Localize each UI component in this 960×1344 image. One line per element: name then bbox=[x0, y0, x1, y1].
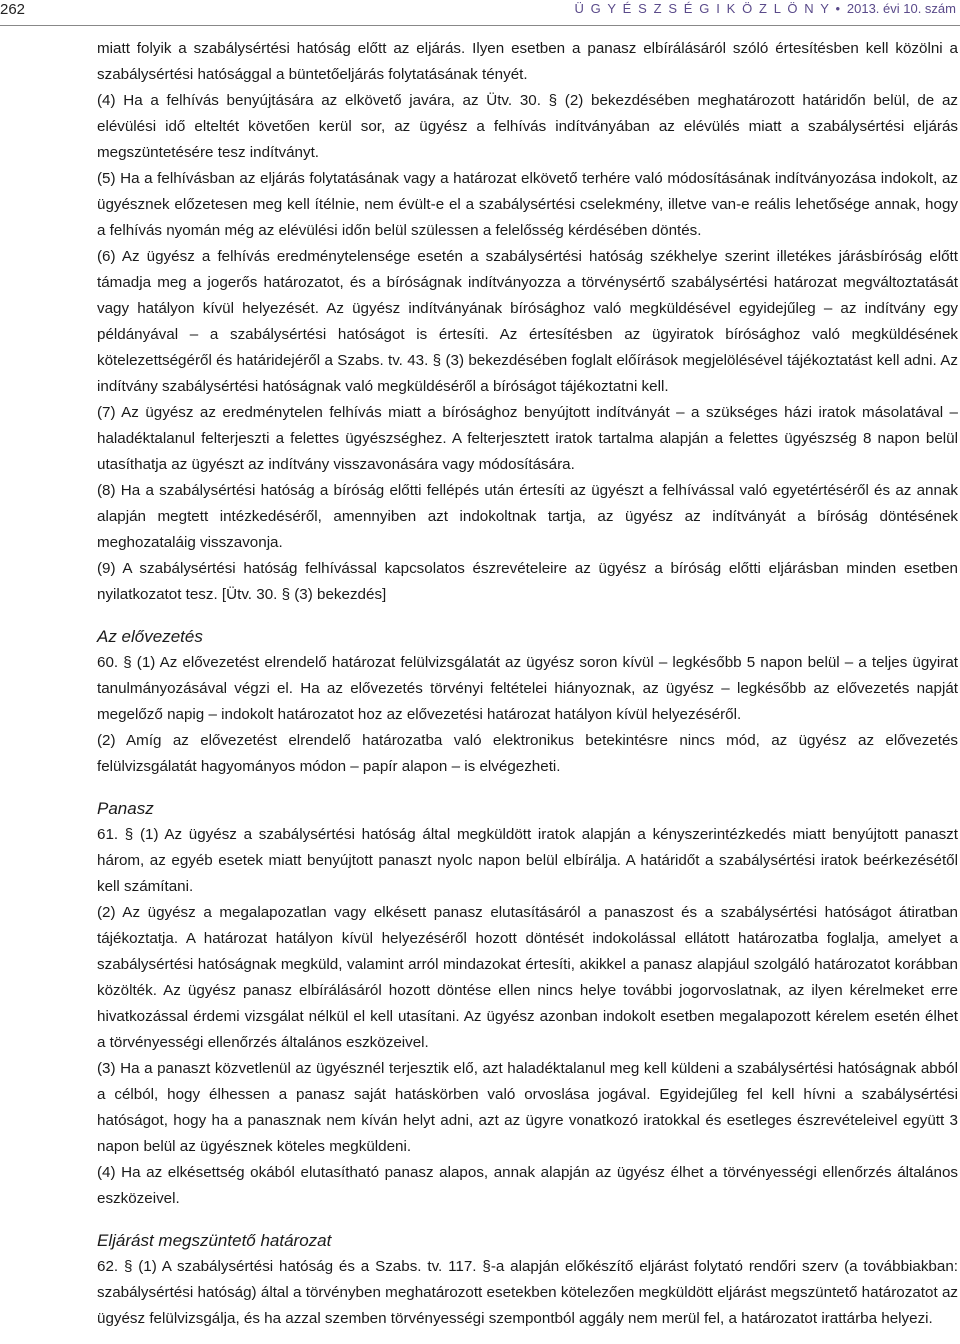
paragraph: (6) Az ügyész a felhívás eredménytelensége esetén a szabálysértési hatóság székhelye szerint illetékes járásbíróság előtt támadja meg a jogerős határozatot, és a bíróságnak indítványozza a törvénysértő szabálysértési határozat megváltoztatását vagy hatályon kívül helyezését. Az ügyész indítványának bírósághoz való megküldésével egyidejűleg – az indítvány egy példányával – a szabálysértési hatóságot is értesíti. Az értesítésben az ügyiratok bírósághoz való megküldésének kötelezettségéről és határidejéről a Szabs. tv. 43. § (3) bekezdésében foglalt előírások megjelölésével tájékoztatást kell adni. Az indítvány szabálysértési hatóságnak való megküldéséről a bíróságot tájékoztatni kell. bbox=[97, 248, 958, 395]
paragraph: (7) Az ügyész az eredménytelen felhívás miatt a bírósághoz benyújtott indítványát – a szükséges házi iratok másolatával – haladéktalanul felterjeszti a felettes ügyészséghez. A felterjesztett iratok tartalma alapján a felettes ügyészség 8 napon belül utasíthatja az ügyészt az indítvány visszavonására vagy módosítására. bbox=[97, 404, 958, 473]
section-heading: Az elővezetés bbox=[97, 627, 203, 646]
section-heading: Eljárást megszüntető határozat bbox=[97, 1231, 332, 1250]
running-title bbox=[574, 1, 956, 16]
paragraph: 62. § (1) A szabálysértési hatóság és a Szabs. tv. 117. §-a alapján előkészítő eljárást folytató rendőri szerv (a továbbiakban: szabálysértési hatóság) által a törvényben meghatározott esetekben kötelezően megküldött eljárást megszüntető határozatot az ügyész felülvizsgálja, és ha azzal szemben törvényességi szempontból aggály nem merül fel, a határozatot irattárba helyezi. bbox=[97, 1258, 958, 1327]
paragraph: (3) Ha a panaszt közvetlenül az ügyésznél terjesztik elő, azt haladéktalanul meg kell küldeni a szabálysértési hatóságnak abból a célból, hogy élhessen a panasz saját hatáskörben való orvoslása jogával. Egyidejűleg fel kell hívni a szabálysértési hatóságot, hogy ha a panasznak nem kíván helyt adni, azt az ügyre vonatkozó iratokkal és esetleges észrevételeivel együtt 3 napon belül az ügyésznek köteles megküldeni. bbox=[97, 1060, 958, 1155]
paragraph: 60. § (1) Az elővezetést elrendelő határozat felülvizsgálatát az ügyész soron kívül – legkésőbb 5 napon belül – a teljes ügyirat tanulmányozásával végzi el. Ha az elővezetés törvényi feltételei hiányoznak, az ügyész – legkésőbb az elővezetés napját megelőző napig – indokolt határozatot hoz az elővezetési határozat hatályon kívül helyezéséről. bbox=[97, 654, 958, 723]
paragraph: (4) Ha az elkésettség okából elutasítható panasz alapos, annak alapján az ügyész élhet a törvényességi ellenőrzés általános eszközeivel. bbox=[97, 1164, 958, 1207]
bullet-separator: • bbox=[835, 1, 847, 16]
page-number: 262 bbox=[0, 1, 26, 18]
paragraph: miatt folyik a szabálysértési hatóság előtt az eljárás. Ilyen esetben a panasz elbírálásáról szóló értesítésben kell közölni a szabálysértési hatósággal a büntetőeljárás folytatásának tényét. bbox=[97, 40, 958, 83]
page-header bbox=[0, 0, 960, 34]
paragraph: 61. § (1) Az ügyész a szabálysértési hatóság által megküldött iratok alapján a kényszerintézkedés miatt benyújtott panaszt három, az egyéb esetek miatt benyújtott panaszt nyolc napon belül elbírálja. A határidőt a szabálysértési iratok beérkezésétől kell számítani. bbox=[97, 826, 958, 895]
paragraph: (8) Ha a szabálysértési hatóság a bíróság előtti fellépés után értesíti az ügyészt a felhívással való egyetértéséről és az annak alapján megtett intézkedéséről, amennyiben azt indokoltnak tartja, az ügyész az indítványát a bíróság döntésének meghozataláig visszavonja. bbox=[97, 482, 958, 551]
paragraph: (5) Ha a felhívásban az eljárás folytatásának vagy a határozat elkövető terhére való módosításának indítványozása indokolt, az ügyésznek előzetesen meg kell ítélnie, nem évült-e el a szabálysértési cselekmény, illetve van-e reális lehetősége annak, hogy a felhívás nyomán még az elévülési időn belül szülessen a felelősség kérdésében döntés. bbox=[97, 170, 958, 239]
journal-title: Ü G Y É S Z S É G I K Ö Z L Ö N Y bbox=[574, 1, 831, 16]
issue-label: 2013. évi 10. szám bbox=[846, 1, 956, 16]
paragraph: (2) Amíg az elővezetést elrendelő határozatba való elektronikus betekintésre nincs mód, az ügyész az elővezetés felülvizsgálatát hagyományos módon – papír alapon – is elvégezheti. bbox=[97, 732, 958, 775]
document-body bbox=[97, 36, 958, 1332]
paragraph: (4) Ha a felhívás benyújtására az elkövető javára, az Ütv. 30. § (2) bekezdésében meghatározott határidőn belül, de az elévülési idő elteltét követően kerül sor, az ügyész a felhívás indítványában az elévülés miatt a szabálysértési eljárás megszüntetésére tesz indítványt. bbox=[97, 92, 958, 161]
header-rule bbox=[0, 25, 960, 26]
paragraph: (9) A szabálysértési hatóság felhívással kapcsolatos észrevételeire az ügyész a bíróság előtti eljárásban minden esetben nyilatkozatot tesz. [Ütv. 30. § (3) bekezdés] bbox=[97, 560, 958, 603]
paragraph: (2) Az ügyész a megalapozatlan vagy elkésett panasz elutasításáról a panaszost és a szabálysértési hatóságot átiratban tájékoztatja. A határozat hatályon kívül helyezéséről hozott döntését indokolással ellátott határozatba foglalja, amelyet a szabálysértési hatóságnak megküld, valamint arról mindazokat értesíti, akikkel a panasz alapjául szolgáló határozatot korábban közölték. Az ügyész panasz elbírálásáról hozott döntése ellen nincs helye további jogorvoslatnak, az ilyen kérelmeket erre hivatkozással érdemi vizsgálat nélkül el kell utasítani. Az ügyész azonban indokolt esetben megalapozott kérelem esetén élhet a törvényességi ellenőrzés általános eszközeivel. bbox=[97, 904, 958, 1051]
section-heading: Panasz bbox=[97, 799, 154, 818]
